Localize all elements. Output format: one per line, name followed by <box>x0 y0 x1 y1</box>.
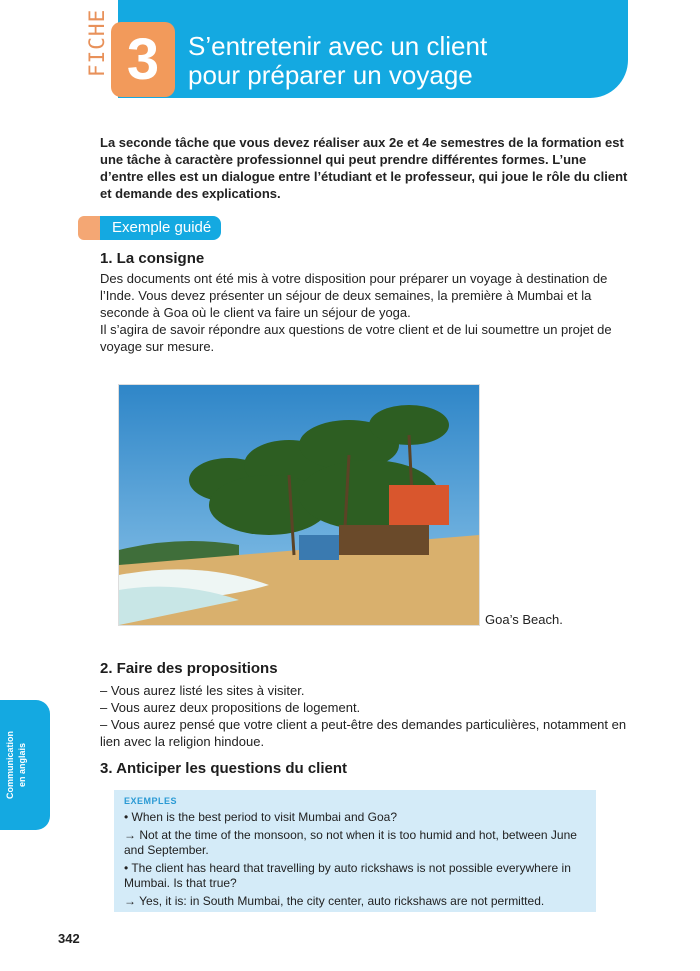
list-item: – Vous aurez listé les sites à visiter. <box>100 683 305 698</box>
chapter-number: 3 <box>111 22 175 97</box>
side-tab-label <box>4 703 46 827</box>
intro-paragraph: La seconde tâche que vous devez réaliser aux 2e et 4e semestres de la formation est une tâche à caractère professionnel qui peut prendre différentes formes. L’une d’entre elles est un dialogue entre l’étudiant et le professeur, qui joue le rôle du client et demande des explications. <box>100 135 628 201</box>
title-line-2: pour préparer un voyage <box>188 60 473 90</box>
section-tag-label: Exemple guidé <box>100 216 221 240</box>
page-title <box>188 32 618 90</box>
consigne-paragraph-2: Il s’agira de savoir répondre aux questions de votre client et de lui soumettre un projet de voyage sur mesure. <box>100 322 612 354</box>
examples-box <box>114 790 596 912</box>
example-answer: → Yes, it is: in South Mumbai, the city center, auto rickshaws are not permitted. <box>124 894 545 908</box>
side-tab-line-1: Communication <box>5 731 15 800</box>
title-line-1: S’entretenir avec un client <box>188 31 488 61</box>
goa-beach-photo <box>118 384 480 626</box>
propositions-list <box>100 682 630 750</box>
side-tab-line-2: en anglais <box>17 743 27 788</box>
anticiper-heading: 3. Anticiper les questions du client <box>100 760 347 777</box>
section-tag-marker <box>78 216 100 240</box>
list-item: – Vous aurez deux propositions de logement. <box>100 700 361 715</box>
list-item: – Vous aurez pensé que votre client a peut-être des demandes particulières, notamment en lien avec la religion hindoue. <box>100 717 627 749</box>
photo-caption: Goa’s Beach. <box>485 612 563 627</box>
example-answer: → Not at the time of the monsoon, so not when it is too humid and hot, between June and September. <box>124 828 577 857</box>
examples-label: EXEMPLES <box>124 796 178 806</box>
example-question: • The client has heard that travelling by auto rickshaws is not possible everywhere in Mumbai. Is that true? <box>124 861 571 890</box>
propositions-heading: 2. Faire des propositions <box>100 660 278 677</box>
consigne-heading: 1. La consigne <box>100 250 205 267</box>
page-number: 342 <box>58 931 80 946</box>
example-question: • When is the best period to visit Mumbai and Goa? <box>124 810 398 824</box>
fiche-label: FICHE <box>85 8 109 77</box>
section-tag <box>78 216 221 240</box>
side-tab <box>0 700 50 830</box>
consigne-paragraph-1: Des documents ont été mis à votre disposition pour préparer un voyage à destination de l’Inde. Vous devez présenter un séjour de deux semaines, la première à Mumbai et la seconde à Goa où le client va faire un séjour de yoga. <box>100 271 608 320</box>
